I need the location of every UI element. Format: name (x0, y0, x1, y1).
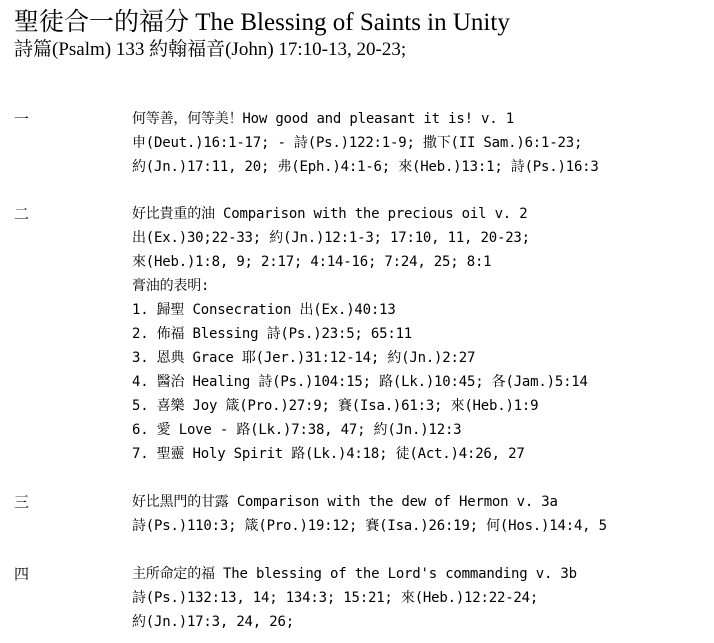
list-item: 4. 醫治 Healing 詩(Ps.)104:15; 路(Lk.)10:45; 各(Jam.)5:14 (132, 374, 588, 390)
reference-line: 約(Jn.)17:11, 20; 弗(Eph.)4:1-6; 來(Heb.)13:1; 詩(Ps.)16:3 (132, 159, 599, 175)
section-lines (132, 202, 712, 466)
section-lines (132, 562, 712, 634)
document-header (14, 8, 704, 62)
section-marker: 一 (14, 110, 30, 128)
page-title: 聖徒合一的福分 The Blessing of Saints in Unity (14, 9, 510, 36)
subheading-line: 膏油的表明: (132, 278, 210, 294)
scripture-reference-subtitle: 詩篇(Psalm) 133 約翰福音(John) 17:10-13, 20-23; (14, 39, 407, 60)
list-item: 2. 佈福 Blessing 詩(Ps.)23:5; 65:11 (132, 326, 413, 342)
reference-line: 來(Heb.)1:8, 9; 2:17; 4:14-16; 7:24, 25; 8:1 (132, 254, 492, 270)
section-heading: 好比貴重的油 Comparison with the precious oil v. 2 (132, 206, 528, 222)
reference-line: 詩(Ps.)132:13, 14; 134:3; 15:21; 來(Heb.)12:22-24; (132, 590, 539, 606)
section-heading: 主所命定的福 The blessing of the Lord's commanding v. 3b (132, 566, 577, 582)
reference-line: 約(Jn.)17:3, 24, 26; (132, 614, 294, 630)
list-item: 1. 歸聖 Consecration 出(Ex.)40:13 (132, 302, 396, 318)
list-item: 6. 愛 Love - 路(Lk.)7:38, 47; 約(Jn.)12:3 (132, 422, 462, 438)
list-item: 3. 恩典 Grace 耶(Jer.)31:12-14; 約(Jn.)2:27 (132, 350, 476, 366)
section-lines (132, 107, 712, 179)
section-heading: 何等善，何等美！How good and pleasant it is! v. 1 (132, 111, 514, 127)
section-marker: 三 (14, 493, 30, 511)
section-marker: 四 (14, 565, 30, 583)
list-item: 5. 喜樂 Joy 箴(Pro.)27:9; 賽(Isa.)61:3; 來(Heb.)1:9 (132, 398, 539, 414)
reference-line: 詩(Ps.)110:3; 箴(Pro.)19:12; 賽(Isa.)26:19; 何(Hos.)14:4, 5 (132, 518, 607, 534)
section-heading: 好比黑門的甘露 Comparison with the dew of Hermon v. 3a (132, 494, 558, 510)
reference-line: 出(Ex.)30;22-33; 約(Jn.)12:1-3; 17:10, 11, 20-23; (132, 230, 530, 246)
section-marker: 二 (14, 205, 30, 223)
list-item: 7. 聖靈 Holy Spirit 路(Lk.)4:18; 徒(Act.)4:26, 27 (132, 446, 525, 462)
section-lines (132, 490, 712, 538)
reference-line: 申(Deut.)16:1-17; - 詩(Ps.)122:1-9; 撒下(II Sam.)6:1-23; (132, 135, 583, 151)
